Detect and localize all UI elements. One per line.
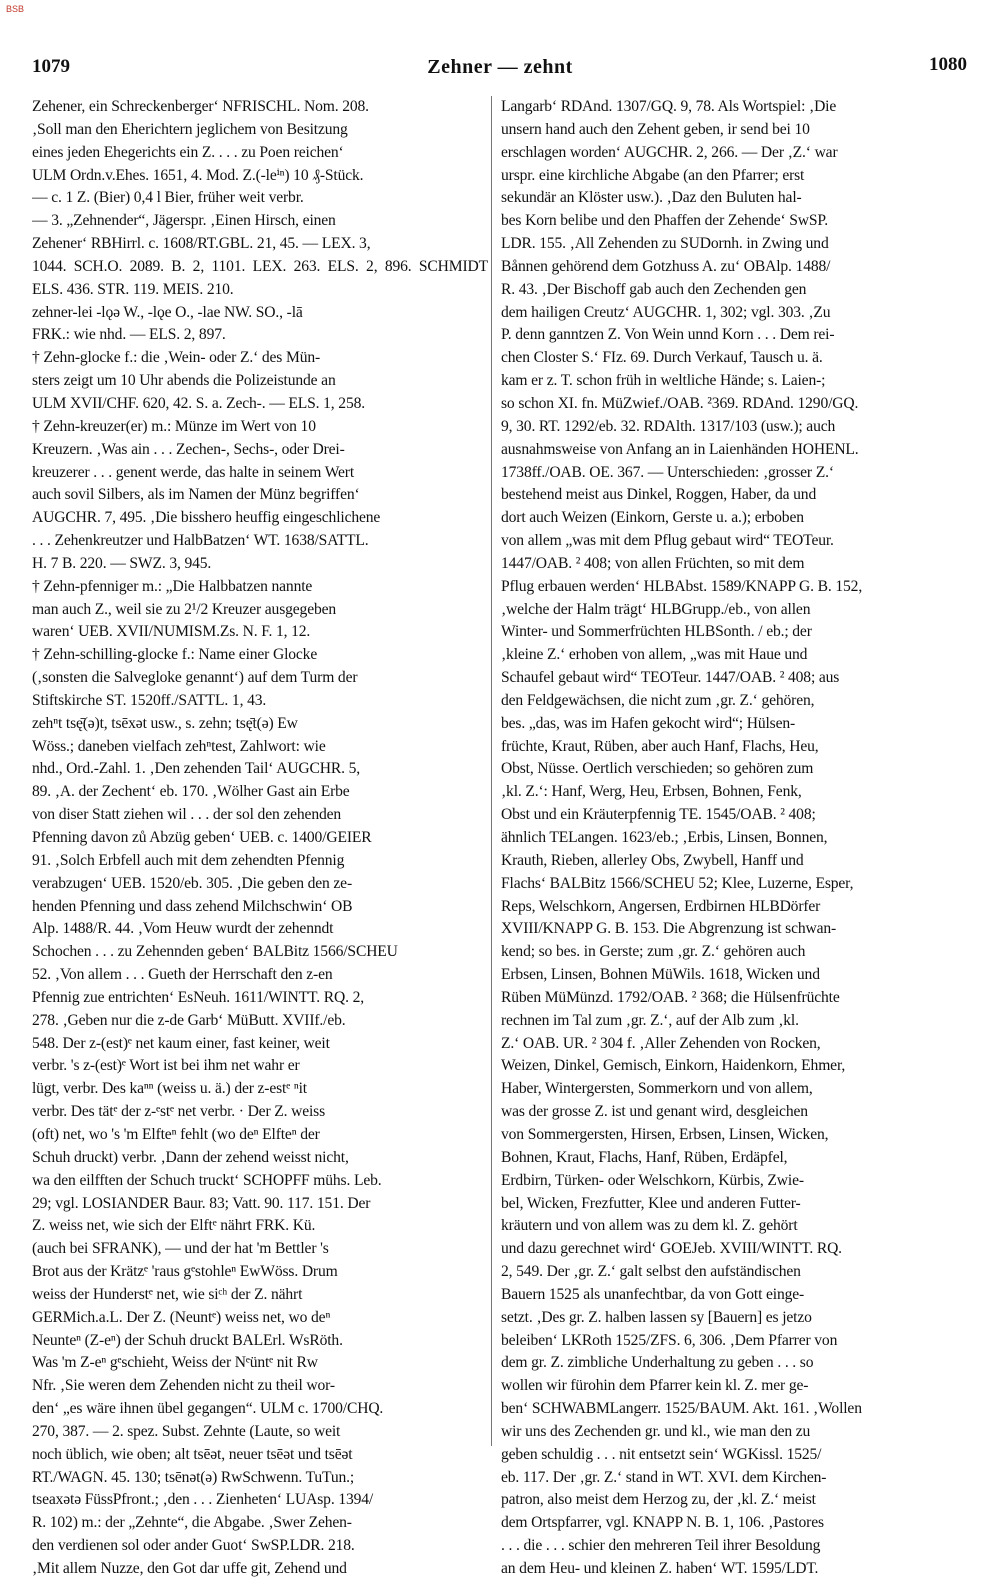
text-line: eines jeden Ehegerichts ein Z. . . . zu Poen reichen‘ — [32, 143, 344, 161]
text-line: Pfenning davon zů Abzüg geben‘ UEB. c. 1400/GEIER — [32, 829, 372, 846]
left-column — [32, 96, 488, 1581]
library-mark: BSB — [6, 4, 25, 14]
text-line: Stiftskirche ST. 1520ff./SATTL. 1, 43. — [32, 691, 267, 709]
text-line: 1447/OAB. ² 408; von allen Früchten, so mit dem — [501, 554, 805, 572]
text-line: ‚kl. Z.‘: Hanf, Werg, Heu, Erbsen, Bohnen, Fenk, — [501, 783, 802, 801]
text-line: Langarb‘ RDAnd. 1307/GQ. 9, 78. Als Wortspiel: ‚Die — [501, 98, 837, 115]
text-line: Nfr. ‚Sie weren dem Zehenden nicht zu theil wor- — [32, 1377, 335, 1395]
text-line: FRK.: wie nhd. — ELS. 2, 897. — [32, 326, 226, 344]
text-line: Alp. 1488/R. 44. ‚Vom Heuw wurdt der zehenndt — [32, 920, 334, 938]
text-line: verbr. Des tätᵉ der z-ᵉstᵉ net verbr. · Der Z. weiss — [32, 1103, 326, 1121]
text-line: patron, also meist dem Herzog zu, der ‚kl. Z.‘ meist — [501, 1491, 816, 1509]
text-line: zehner-lei -lǫə W., -lǫe O., -lae NW. SO., -lā — [32, 303, 303, 321]
text-line: verabzugen‘ UEB. 1520/eb. 305. ‚Die geben den ze- — [32, 874, 352, 892]
text-line: rechnen im Tal zum ‚gr. Z.‘, auf der Alb zum ‚kl. — [501, 1011, 799, 1029]
text-line: wa den eilfften der Schuch truckt‘ SCHOPFF mühs. Leb. — [32, 1171, 382, 1189]
text-line: unsern hand auch den Zehent geben, ir send bei 10 — [501, 120, 810, 138]
text-line: ELS. 436. STR. 119. MEIS. 210. — [32, 280, 234, 298]
text-line: wir uns des Zechenden gr. und kl., wie man den zu — [501, 1422, 811, 1440]
text-line: Obst und ein Kräuterpfennig TE. 1545/OAB. ² 408; — [501, 806, 816, 824]
text-line: was der grosse Z. ist und genant wird, desgleichen — [501, 1103, 808, 1121]
text-line: 1738ff./OAB. OE. 367. — Unterschieden: ‚grosser Z.‘ — [501, 463, 834, 481]
text-line: 2, 549. Der ‚gr. Z.‘ galt selbst den aufständischen — [501, 1263, 801, 1281]
text-line: 9, 30. RT. 1292/eb. 32. RDAlth. 1317/103 (usw.); auch — [501, 417, 836, 435]
right-column — [501, 96, 957, 1581]
text-line: — 3. „Zehnender“, Jägerspr. ‚Einen Hirsch, einen — [32, 212, 336, 230]
text-line: R. 43. ‚Der Bischoff gab auch den Zechenden gen — [501, 280, 807, 298]
text-line: von Sommergersten, Hirsen, Erbsen, Linsen, Wicken, — [501, 1125, 829, 1143]
text-line: ULM XVII/CHF. 620, 42. S. a. Zech-. — ELS. 1, 258. — [32, 394, 365, 412]
text-line: Brot aus der Krätzᵉ 'raus gᵉstohleⁿ EwWöss. Drum — [32, 1263, 338, 1281]
text-line: † Zehn-schilling-glocke f.: Name einer Glocke — [32, 646, 318, 664]
text-line: kreuzerer . . . genent werde, das halte in seinem Wert — [32, 463, 355, 481]
text-line: dem Ortspfarrer, vgl. KNAPP N. B. 1, 106. ‚Pastores — [501, 1514, 824, 1532]
text-line: und dazu gerechnet wird‘ GOEJeb. XVIII/WINTT. RQ. — [501, 1240, 842, 1258]
text-line: 1044. SCH.O. 2089. B. 2, 1101. LEX. 263. ELS. 2, 896. SCHMIDT — [32, 257, 488, 275]
text-line: bes Korn belibe und den Phaffen der Zehende‘ SwSP. — [501, 212, 828, 230]
text-line: den Feldgewächsen, die nicht zum ‚gr. Z.‘ gehören, — [501, 691, 815, 709]
text-line: R. 102) m.: der „Zehnte“, die Abgabe. ‚Swer Zehen- — [32, 1514, 352, 1532]
text-line: henden Pfenning und dass zehend Milchschwin‘ OB — [32, 897, 353, 915]
text-line: 52. ‚Von allem . . . Gueth der Herrschaft den z-en — [32, 966, 333, 984]
text-line: RT./WAGN. 45. 130; tsēnət(ə) RwSchwenn. TuTun.; — [32, 1468, 355, 1486]
text-line: Schaufel gebaut wird“ TEOTeur. 1447/OAB. ² 408; aus — [501, 669, 840, 687]
text-line: ähnlich TELangen. 1623/eb.; ‚Erbis, Linsen, Bonnen, — [501, 829, 828, 846]
text-line: Z. weiss net, wie sich der Elftᵉ nährt FRK. Kü. — [32, 1217, 316, 1235]
text-line: chen Closter S.‘ FIz. 69. Durch Verkauf, Tausch u. ä. — [501, 349, 823, 367]
text-line: ben‘ SCHWABMLangerr. 1525/BAUM. Akt. 161. ‚Wollen — [501, 1400, 862, 1418]
text-line: Zehener, ein Schreckenberger‘ NFRISCHL. Nom. 208. — [32, 98, 369, 115]
text-line: sekundär an Klöster usw.). ‚Daz den Buluten hal- — [501, 189, 802, 207]
text-line: man auch Z., weil sie zu 2¹/2 Kreuzer ausgegeben — [32, 600, 337, 618]
text-line: den‘ „es wäre ihnen übel gegangen“. ULM c. 1700/CHQ. — [32, 1400, 384, 1418]
text-line: dem hailigen Creutz‘ AUGCHR. 1, 302; vgl. 303. ‚Zu — [501, 303, 831, 321]
text-line: dem gr. Z. zimbliche Underhaltung zu geben . . . so — [501, 1354, 814, 1372]
text-line: ‚kleine Z.‘ erhoben von allem, „was mit Haue und — [501, 646, 808, 664]
column-divider — [491, 96, 492, 1446]
text-line: an dem Heu- und kleinen Z. haben‘ WT. 1595/LDT. — [501, 1560, 819, 1577]
text-line: ‚welche der Halm trägt‘ HLBGrupp./eb., von allen — [501, 600, 811, 618]
text-line: eb. 117. Der ‚gr. Z.‘ stand in WT. XVI. dem Kirchen- — [501, 1468, 827, 1486]
text-line: XVIII/KNAPP G. B. 153. Die Abgrenzung ist schwan- — [501, 920, 837, 938]
page-number-right: 1080 — [929, 54, 967, 75]
text-line: Zehener‘ RBHirrl. c. 1608/RT.GBL. 21, 45. — LEX. 3, — [32, 235, 371, 253]
text-line: † Zehn-glocke f.: die ‚Wein- oder Z.‘ des Mün- — [32, 349, 321, 367]
text-line: Z.‘ OAB. UR. ² 304 f. ‚Aller Zehenden von Rocken, — [501, 1034, 821, 1052]
text-line: Weizen, Dinkel, Gemisch, Einkorn, Haidenkorn, Ehmer, — [501, 1057, 846, 1075]
text-line: 89. ‚A. der Zechent‘ eb. 170. ‚Wölher Gast ain Erbe — [32, 783, 350, 801]
text-line: wollen wir fürohin dem Pfarrer kein kl. Z. mer ge- — [501, 1377, 809, 1395]
text-line: 278. ‚Geben nur die z-de Garb‘ MüButt. XVIIf./eb. — [32, 1011, 346, 1029]
text-line: (‚sonsten die Salvegloke genannt‘) auf dem Turm der — [32, 669, 358, 687]
text-line: Bauern 1525 als unanfechtbar, da von Gott einge- — [501, 1285, 805, 1303]
text-line: Erdbirn, Türken- oder Welschkorn, Kürbis, Zwie- — [501, 1171, 804, 1189]
text-line: Winter- und Sommerfrüchten HLBSonth. / eb.; der — [501, 623, 812, 641]
text-line: noch üblich, wie oben; alt tsēət, neuer tsēət und tsēət — [32, 1445, 353, 1463]
text-line: . . . die . . . schier den mehreren Teil ihrer Besoldung — [501, 1537, 821, 1555]
text-line: Haber, Wintergersten, Sommerkorn und von allem, — [501, 1080, 813, 1098]
text-line: nhd., Ord.-Zahl. 1. ‚Den zehenden Tail‘ AUGCHR. 5, — [32, 760, 361, 778]
text-line: 548. Der z-(est)ᵉ net kaum einer, fast keiner, weit — [32, 1034, 330, 1052]
text-line: Krauth, Rieben, allerley Obs, Zwybell, Hanff und — [501, 851, 804, 869]
text-line: urspr. eine kirchliche Abgabe (an den Pfarrer; erst — [501, 166, 805, 184]
page-header — [0, 56, 1000, 82]
text-line: Erbsen, Linsen, Bohnen MüWils. 1618, Wicken und — [501, 966, 820, 984]
text-line: so schon XI. fn. MüZwief./OAB. ²369. RDAnd. 1290/GQ. — [501, 394, 859, 412]
text-line: sters zeigt um 10 Uhr abends die Polizeistunde an — [32, 372, 336, 390]
text-line: Rüben MüMünzd. 1792/OAB. ² 368; die Hülsenfrüchte — [501, 988, 840, 1006]
text-line: P. denn ganntzen Z. Von Wein unnd Korn . . . Dem rei- — [501, 326, 835, 344]
text-line: Obst, Nüsse. Oertlich verschieden; so gehören zum — [501, 760, 814, 778]
text-line: ULM Ordn.v.Ehes. 1651, 4. Mod. Z.(-leⁱⁿ) 10 ₰-Stück. — [32, 166, 364, 184]
running-title: Zehner — zehnt — [427, 56, 573, 78]
text-line: kräutern und von allem was zu dem kl. Z. gehört — [501, 1217, 798, 1235]
text-line: ‚Mit allem Nuzze, den Got dar uffe git, Zehend und — [32, 1560, 347, 1577]
text-line: Schochen . . . zu Zehennden geben‘ BALBitz 1566/SCHEU — [32, 943, 398, 961]
text-line: AUGCHR. 7, 495. ‚Die bisshero heuffig eingeschlichene — [32, 509, 381, 527]
text-line: 270, 387. — 2. spez. Subst. Zehnte (Laute, so weit — [32, 1422, 341, 1440]
text-line: lügt, verbr. Des kaⁿⁿ (weiss u. ä.) der z-estᵉ ⁿit — [32, 1080, 307, 1098]
text-line: erschlagen worden‘ AUGCHR. 2, 266. — Der ‚Z.‘ war — [501, 143, 838, 161]
text-line: Pfennig zue entrichten‘ EsNeuh. 1611/WINTT. RQ. 2, — [32, 988, 365, 1006]
text-line: H. 7 B. 220. — SWZ. 3, 945. — [32, 554, 212, 572]
text-line: dort auch Weizen (Einkorn, Gerste u. a.); erboben — [501, 509, 804, 527]
text-line: Schuh druckt) verbr. ‚Dann der zehend weisst nicht, — [32, 1148, 349, 1166]
text-line: geben schuldig . . . nit entsetzt sein‘ WGKissl. 1525/ — [501, 1445, 822, 1463]
text-line: verbr. 's z-(est)ᵉ Wort ist bei ihm net wahr er — [32, 1057, 300, 1075]
text-line: (oft) net, wo 's 'm Elfteⁿ fehlt (wo deⁿ Elfteⁿ der — [32, 1125, 320, 1143]
text-line: beleiben‘ LKRoth 1525/ZFS. 6, 306. ‚Dem Pfarrer von — [501, 1331, 838, 1349]
text-line: auch sovil Silbers, als im Namen der Münz begriffen‘ — [32, 486, 360, 504]
text-line: Bohnen, Kraut, Flachs, Hanf, Rüben, Erdäpfel, — [501, 1148, 788, 1166]
text-line: Flachs‘ BALBitz 1566/SCHEU 52; Klee, Luzerne, Esper, — [501, 874, 854, 892]
text-line: kam er z. T. schon früh in weltliche Hände; s. Laien-; — [501, 372, 826, 390]
text-line: ausnahmsweise von Anfang an in Laienhänden HOHENL. — [501, 440, 859, 458]
text-line: tseaxətə FüssPfront.; ‚den . . . Zienheten‘ LUAsp. 1394/ — [32, 1491, 374, 1509]
text-line: Kreuzern. ‚Was ain . . . Zechen-, Sechs-, oder Drei- — [32, 440, 345, 458]
text-line: Bånnen gehörend dem Gotzhuss A. zu‘ OBAlp. 1488/ — [501, 257, 831, 275]
text-line: von diser Statt ziehen wil . . . der sol den zehenden — [32, 806, 342, 824]
text-line: waren‘ UEB. XVII/NUMISM.Zs. N. F. 1, 12. — [32, 623, 311, 641]
page-number-left: 1079 — [32, 56, 70, 77]
text-line: von allem „was mit dem Pflug gebaut wird“ TEOTeur. — [501, 532, 834, 550]
text-line: † Zehn-kreuzer(er) m.: Münze im Wert von 10 — [32, 417, 316, 435]
text-line: zehⁿt tsę̄(ə)t, tsēxət usw., s. zehn; tsę̄t(ə) Ew — [32, 714, 298, 732]
text-line: setzt. ‚Des gr. Z. halben lassen sy [Bauern] es jetzo — [501, 1308, 812, 1326]
text-line: — c. 1 Z. (Bier) 0,4 l Bier, früher weit verbr. — [32, 189, 304, 207]
text-line: ‚Soll man den Eherichtern jeglichem von Besitzung — [32, 120, 348, 138]
text-line: Wöss.; daneben vielfach zehⁿtest, Zahlwort: wie — [32, 737, 326, 755]
text-line: GERMich.a.L. Der Z. (Neuntᵉ) weiss net, wo deⁿ — [32, 1308, 331, 1326]
text-line: den verdienen sol oder ander Guot‘ SwSP.LDR. 218. — [32, 1537, 355, 1555]
text-line: 29; vgl. LOSIANDER Baur. 83; Vatt. 90. 117. 151. Der — [32, 1194, 371, 1212]
text-line: weiss der Hunderstᵉ net, wie siᶜʰ der Z. nährt — [32, 1285, 303, 1303]
text-line: Pflug erbauen werden‘ HLBAbst. 1589/KNAPP G. B. 152, — [501, 577, 863, 595]
text-line: bestehend meist aus Dinkel, Roggen, Haber, da und — [501, 486, 817, 504]
text-line: Neunteⁿ (Z-eⁿ) der Schuh druckt BALErl. WsRöth. — [32, 1331, 343, 1349]
text-line: (auch bei SFRANK), — und der hat 'm Bettler 's — [32, 1240, 329, 1258]
text-line: Reps, Welschkorn, Angersen, Erdbirnen HLBDörfer — [501, 897, 821, 915]
text-line: früchte, Kraut, Rüben, aber auch Hanf, Flachs, Heu, — [501, 737, 819, 755]
text-line: 91. ‚Solch Erbfell auch mit dem zehendten Pfennig — [32, 851, 345, 869]
text-line: bes. „das, was im Hafen gekocht wird“; Hülsen- — [501, 714, 796, 732]
text-line: LDR. 155. ‚All Zehenden zu SUDornh. in Zwing und — [501, 235, 829, 253]
text-line: bel, Wicken, Frezfutter, Klee und anderen Futter- — [501, 1194, 801, 1212]
text-line: Was 'm Z-eⁿ gᵉschieht, Weiss der Nᵉüntᵉ nit Rw — [32, 1354, 318, 1372]
text-line: kend; so bes. in Gerste; zum ‚gr. Z.‘ gehören auch — [501, 943, 806, 961]
text-line: † Zehn-pfenniger m.: „Die Halbbatzen nannte — [32, 577, 313, 595]
text-line: . . . Zehenkreutzer und HalbBatzen‘ WT. 1638/SATTL. — [32, 532, 369, 550]
